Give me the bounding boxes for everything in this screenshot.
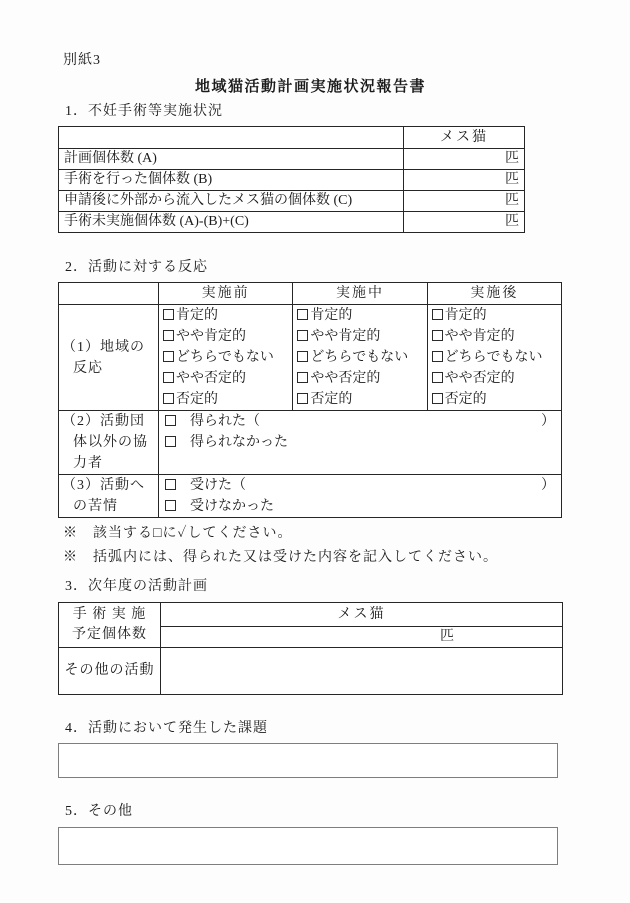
option-after-somewhat-positive[interactable]: やや肯定的: [432, 326, 557, 347]
table-row: [59, 648, 563, 695]
unoperated-count-field[interactable]: [404, 212, 525, 233]
col-header-female-cat: メス猫: [404, 127, 525, 149]
empty-header-cell: [59, 127, 404, 149]
row-label-planned-count: 計画個体数 (A): [59, 149, 404, 170]
checkbox-icon[interactable]: [165, 415, 176, 426]
table-row: [59, 603, 563, 627]
row-label-inflow-count: 申請後に外部から流入したメス猫の個体数 (C): [59, 191, 404, 212]
col-header-during: 実施中: [293, 283, 427, 305]
checkbox-icon[interactable]: [163, 330, 174, 341]
col-header-before: 実施前: [159, 283, 293, 305]
checkbox-icon[interactable]: [165, 500, 176, 511]
note-paren-instruction: ※ 括弧内には、得られた又は受けた内容を記入してください。: [63, 550, 498, 565]
option-during-somewhat-positive[interactable]: やや肯定的: [297, 326, 422, 347]
inflow-count-field[interactable]: [404, 191, 525, 212]
checkbox-icon[interactable]: [297, 309, 308, 320]
unit-label: 匹: [505, 151, 519, 166]
operated-count-field[interactable]: [404, 170, 525, 191]
issues-field[interactable]: [58, 743, 558, 778]
checkbox-icon[interactable]: [432, 393, 443, 404]
row-label-other-activities: その他の活動: [59, 648, 161, 695]
attachment-label: 別紙3: [63, 53, 101, 68]
surgery-status-table: [58, 126, 525, 233]
checkbox-icon[interactable]: [432, 309, 443, 320]
option-during-neutral[interactable]: どちらでもない: [297, 347, 422, 368]
complaints-options-cell: [159, 475, 562, 518]
reaction-table: [58, 282, 562, 518]
section5-heading: 5．その他: [65, 804, 133, 819]
option-after-neutral[interactable]: どちらでもない: [432, 347, 557, 368]
col-header-after: 実施後: [427, 283, 561, 305]
row-label-community-reaction: （1）地域の 反応: [59, 305, 159, 411]
other-activities-field[interactable]: [161, 648, 563, 695]
reaction-during-cell: [293, 305, 427, 411]
other-notes-field[interactable]: [58, 827, 558, 865]
checkbox-icon[interactable]: [163, 309, 174, 320]
table-row: [59, 170, 525, 191]
section2-heading: 2．活動に対する反応: [65, 260, 208, 275]
checkbox-icon[interactable]: [432, 330, 443, 341]
option-cooperators-not-obtained[interactable]: 得られなかった: [163, 432, 557, 453]
table-row: [59, 191, 525, 212]
paren-close: ）: [541, 414, 555, 429]
option-after-positive[interactable]: 肯定的: [432, 305, 557, 326]
row-label-complaints: （3）活動へ の苦情: [59, 475, 159, 518]
checkbox-icon[interactable]: [163, 393, 174, 404]
option-after-negative[interactable]: 否定的: [432, 389, 557, 410]
checkbox-icon[interactable]: [297, 372, 308, 383]
option-before-somewhat-positive[interactable]: やや肯定的: [163, 326, 288, 347]
unit-label: 匹: [505, 214, 519, 229]
blank-line: [163, 453, 557, 474]
table-header-row: [59, 127, 525, 149]
planned-count-field[interactable]: [404, 149, 525, 170]
complaints-row: [59, 475, 562, 518]
unit-label: 匹: [505, 172, 519, 187]
checkbox-icon[interactable]: [297, 351, 308, 362]
reaction-after-cell: [427, 305, 561, 411]
cooperators-row: [59, 411, 562, 475]
row-label-cooperators: （2）活動団 体以外の協 力者: [59, 411, 159, 475]
section4-heading: 4．活動において発生した課題: [65, 721, 268, 736]
table-header-row: [59, 283, 562, 305]
checkbox-icon[interactable]: [163, 372, 174, 383]
checkbox-icon[interactable]: [163, 351, 174, 362]
table-row: [59, 212, 525, 233]
next-year-plan-table: [58, 602, 563, 695]
option-before-positive[interactable]: 肯定的: [163, 305, 288, 326]
option-complaints-not-received[interactable]: 受けなかった: [163, 496, 557, 517]
unit-label: 匹: [440, 629, 454, 644]
option-before-negative[interactable]: 否定的: [163, 389, 288, 410]
table-row: [59, 149, 525, 170]
unit-label: 匹: [505, 193, 519, 208]
community-reaction-row: [59, 305, 562, 411]
row-label-unoperated-count: 手術未実施個体数 (A)-(B)+(C): [59, 212, 404, 233]
note-check-instruction: ※ 該当する□に✓してください。: [63, 526, 293, 541]
planned-surgery-count-field[interactable]: [161, 627, 563, 648]
row-label-operated-count: 手術を行った個体数 (B): [59, 170, 404, 191]
checkbox-icon[interactable]: [165, 479, 176, 490]
cooperators-options-cell: [159, 411, 562, 475]
option-during-positive[interactable]: 肯定的: [297, 305, 422, 326]
empty-header-cell: [59, 283, 159, 305]
checkbox-icon[interactable]: [297, 393, 308, 404]
col-header-female-cat: メス猫: [161, 603, 563, 627]
paren-close: ）: [541, 478, 555, 493]
option-during-somewhat-negative[interactable]: やや否定的: [297, 368, 422, 389]
option-complaints-received[interactable]: 受けた（ ）: [163, 475, 557, 496]
option-after-somewhat-negative[interactable]: やや否定的: [432, 368, 557, 389]
checkbox-icon[interactable]: [432, 351, 443, 362]
section1-heading: 1．不妊手術等実施状況: [65, 104, 223, 119]
section3-heading: 3．次年度の活動計画: [65, 579, 208, 594]
checkbox-icon[interactable]: [432, 372, 443, 383]
checkbox-icon[interactable]: [165, 436, 176, 447]
checkbox-icon[interactable]: [297, 330, 308, 341]
option-before-somewhat-negative[interactable]: やや否定的: [163, 368, 288, 389]
option-during-negative[interactable]: 否定的: [297, 389, 422, 410]
option-before-neutral[interactable]: どちらでもない: [163, 347, 288, 368]
page-title: 地域猫活動計画実施状況報告書: [194, 79, 426, 95]
option-cooperators-obtained[interactable]: 得られた（ ）: [163, 411, 557, 432]
reaction-before-cell: [159, 305, 293, 411]
row-label-planned-surgeries: 手 術 実 施 予定個体数: [59, 603, 161, 648]
